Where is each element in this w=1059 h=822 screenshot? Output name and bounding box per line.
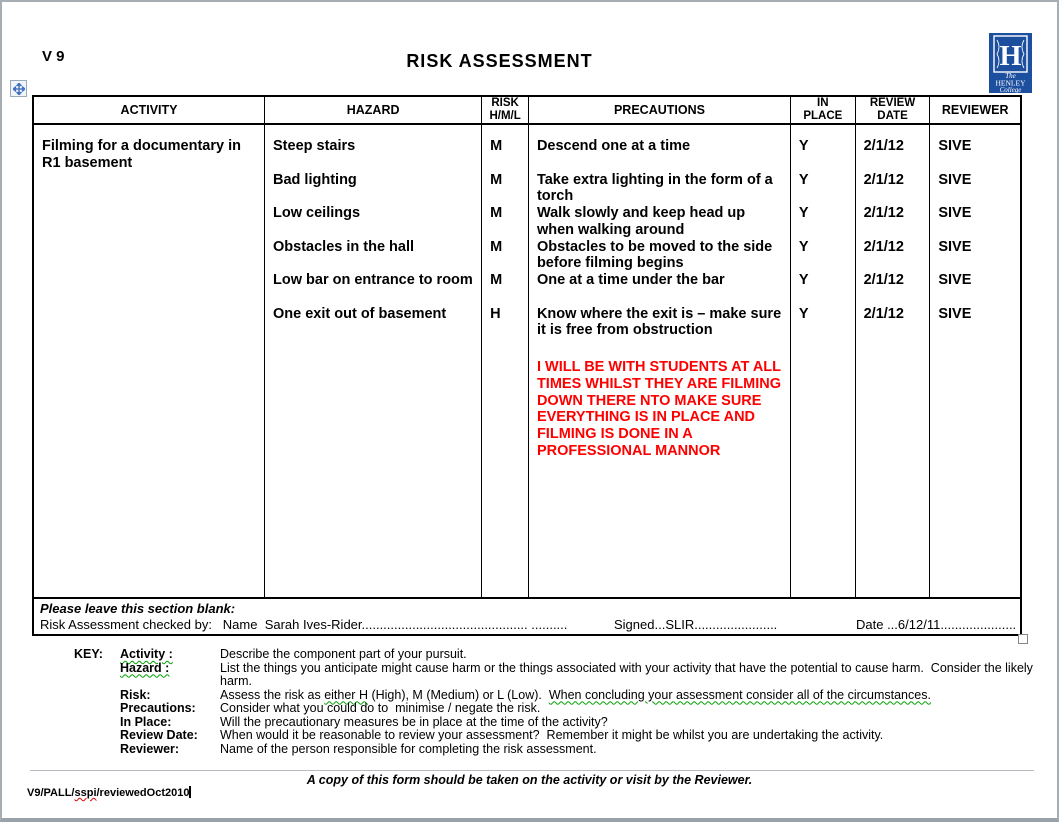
key-term-precautions: Precautions: <box>120 701 196 715</box>
in-place-value: Y <box>798 205 809 221</box>
key-row-reviewer <box>120 743 1036 757</box>
signed-line: Signed...SLIR....................... <box>614 617 778 632</box>
header-in-place-line1: IN <box>817 97 829 109</box>
in-place-value: Y <box>798 171 809 188</box>
precaution-item: Know where the exit is – make sure it is free from obstruction <box>536 305 782 339</box>
header-hazard: HAZARD <box>265 97 482 123</box>
key-row-activity <box>120 648 1036 662</box>
header-review-date <box>856 97 931 123</box>
reviewer-value: SIVE <box>938 171 972 188</box>
text-cursor <box>189 786 191 798</box>
svg-text:H: H <box>999 41 1022 72</box>
risk-rating: M <box>490 171 503 188</box>
hazard-item: One exit out of basement <box>273 305 447 322</box>
key-risk-part: Assess the risk as <box>220 687 325 702</box>
key-desc-precautions: Consider what you could do to minimise / negate the risk. <box>220 701 541 715</box>
hazard-cell <box>265 125 482 597</box>
henley-college-logo-icon <box>989 33 1032 93</box>
review-date-cell <box>856 125 931 597</box>
key-desc-review-date: When would it be reasonable to review your assessment? Remember it might be whilst you are undertaking the activity. <box>220 728 884 742</box>
checked-by-line: Risk Assessment checked by: Name Sarah Ives-Rider.............................................. .......... <box>40 617 568 632</box>
key-desc-activity: Describe the component part of your pursuit. <box>220 647 467 661</box>
footer-divider <box>30 770 1034 771</box>
key-section <box>32 648 1036 756</box>
henley-college-logo <box>989 33 1032 98</box>
in-place-value: Y <box>798 305 809 322</box>
review-date-value: 2/1/12 <box>863 138 904 154</box>
hazard-item: Low ceilings <box>273 205 361 221</box>
svg-text:College: College <box>999 86 1022 93</box>
key-row-risk <box>120 689 1036 703</box>
key-desc-hazard: List the things you anticipate might cause harm or the things associated with your activity that have the potential to cause harm. Consider the likely harm. <box>220 660 1037 688</box>
key-term-hazard: Hazard : <box>120 660 170 675</box>
date-line: Date ...6/12/11..................... <box>856 617 1017 632</box>
risk-rating: M <box>490 272 503 288</box>
in-place-value: Y <box>798 238 809 255</box>
precaution-item: Take extra lighting in the form of a torch <box>536 171 773 205</box>
risk-rating: M <box>490 205 503 221</box>
key-desc-risk <box>220 689 1036 703</box>
header-activity: ACTIVITY <box>34 97 265 123</box>
activity-text: Filming for a documentary in R1 basement <box>42 138 241 171</box>
footer-copy-note: A copy of this form should be taken on the activity or visit by the Reviewer. <box>306 773 753 787</box>
precaution-item: Obstacles to be moved to the side before filming begins <box>536 238 773 272</box>
key-desc-in-place: Will the precautionary measures be in place at the time of the activity? <box>220 714 608 729</box>
key-row-review-date <box>120 729 1036 743</box>
precaution-item: Descend one at a time <box>536 138 691 154</box>
header-risk <box>482 97 529 123</box>
review-date-value: 2/1/12 <box>863 171 904 188</box>
page-title: RISK ASSESSMENT <box>406 51 593 71</box>
reviewer-value: SIVE <box>938 205 972 221</box>
key-term-review-date: Review Date: <box>120 728 198 742</box>
precaution-item: Walk slowly and keep head up when walking around <box>536 205 746 238</box>
precaution-item: One at a time under the bar <box>536 272 725 288</box>
header-precautions: PRECAUTIONS <box>529 97 791 123</box>
review-date-value: 2/1/12 <box>863 205 904 221</box>
reviewer-value: SIVE <box>938 238 972 255</box>
reviewer-value: SIVE <box>938 138 972 154</box>
risk-rating: M <box>490 238 503 255</box>
precautions-cell <box>529 125 791 597</box>
key-term-activity: Activity : <box>120 647 173 661</box>
hazard-item: Low bar on entrance to room <box>273 272 473 288</box>
leave-blank-section <box>34 597 1020 634</box>
in-place-value: Y <box>798 138 809 154</box>
doc-ref-suffix: /reviewedOct2010 <box>96 787 190 799</box>
key-row-hazard <box>120 662 1036 689</box>
hazard-item: Obstacles in the hall <box>273 238 415 255</box>
table-resize-handle[interactable] <box>1018 634 1028 644</box>
risk-assessment-table <box>32 95 1022 636</box>
reviewer-cell <box>930 125 1020 597</box>
doc-ref-misspelled: sspi <box>74 787 97 799</box>
key-label: KEY: <box>74 647 103 661</box>
doc-ref-prefix: V9/PALL/ <box>27 787 75 799</box>
review-date-value: 2/1/12 <box>863 305 904 322</box>
hazard-item: Steep stairs <box>273 138 356 154</box>
move-cross-icon <box>13 83 25 95</box>
key-row-precautions <box>120 702 1036 716</box>
document-reference[interactable] <box>27 786 191 799</box>
table-header-row <box>34 97 1020 125</box>
key-risk-part-wavy: When concluding your assessment consider all of the circumstances. <box>548 687 931 702</box>
version-label: V 9 <box>42 48 65 65</box>
table-move-handle[interactable] <box>10 80 27 97</box>
svg-text:The: The <box>1005 72 1016 80</box>
reviewer-value: SIVE <box>938 272 972 288</box>
key-risk-part-wavy: either H <box>324 687 368 702</box>
review-date-value: 2/1/12 <box>863 238 904 255</box>
key-term-risk: Risk: <box>120 687 151 702</box>
hazard-item: Bad lighting <box>273 171 357 188</box>
header-risk-line2: H/M/L <box>489 110 521 122</box>
svg-text:HENLEY: HENLEY <box>995 78 1026 88</box>
key-risk-part: (High), M (Medium) or L (Low). <box>367 687 549 702</box>
key-term-in-place: In Place: <box>120 714 172 729</box>
reviewer-value: SIVE <box>938 305 972 322</box>
risk-rating: M <box>490 138 503 154</box>
key-row-in-place <box>120 716 1036 730</box>
table-body-row <box>34 125 1020 597</box>
header-review-date-line1: REVIEW <box>869 97 916 109</box>
header-risk-line1: RISK <box>491 97 519 109</box>
risk-rating: H <box>490 305 501 322</box>
leave-blank-heading: Please leave this section blank: <box>40 601 236 616</box>
header-reviewer: REVIEWER <box>941 102 1009 117</box>
header-review-date-line2: DATE <box>877 110 908 122</box>
in-place-value: Y <box>798 272 809 288</box>
key-term-reviewer: Reviewer: <box>120 741 180 756</box>
key-desc-reviewer: Name of the person responsible for completing the risk assessment. <box>220 741 597 756</box>
header-in-place <box>791 97 856 123</box>
in-place-cell <box>791 125 856 597</box>
activity-cell <box>34 125 265 597</box>
header-in-place-line2: PLACE <box>803 110 843 122</box>
risk-cell <box>482 125 529 597</box>
review-date-value: 2/1/12 <box>863 272 904 288</box>
supervision-note: I WILL BE WITH STUDENTS AT ALL TIMES WHILST THEY ARE FILMING DOWN THERE NTO MAKE SURE EVERYTHING IS IN PLACE AND FILMING IS DONE IN A PROFESSIONAL MANNOR <box>536 359 782 459</box>
